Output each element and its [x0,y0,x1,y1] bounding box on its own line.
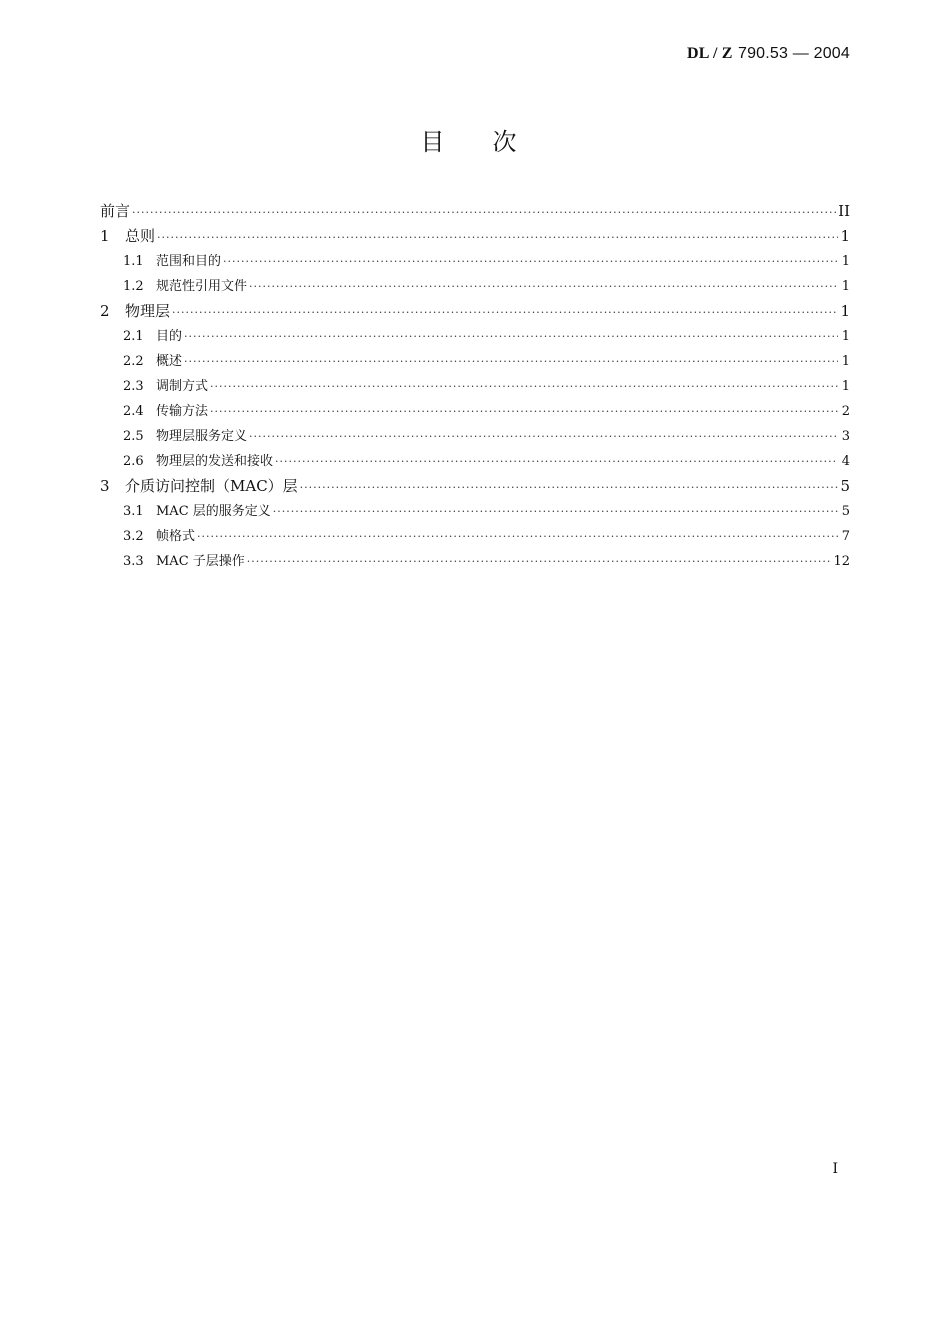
toc-leader-dots [249,280,838,293]
toc-entry-page: 1 [840,302,850,320]
toc-entry-number: 2.2 [123,354,144,369]
toc-entry-number: 1.1 [123,254,144,269]
toc-leader-dots [247,555,832,568]
toc-entry-title: 帧格式 [156,529,196,544]
document-code-number: 790.53 — 2004 [737,45,850,62]
toc-entry-number: 3.2 [123,529,144,544]
table-of-contents [100,200,850,575]
toc-entry-title: 概述 [156,354,183,369]
toc-entry-page: 2 [841,404,850,419]
toc-entry-title: MAC 层的服务定义 [156,504,271,519]
toc-leader-dots [249,430,838,443]
toc-entry-page: II [838,202,850,220]
toc-entry-number: 1.2 [123,279,144,294]
toc-entry[interactable] [100,200,850,225]
toc-entry-page: 1 [841,329,850,344]
toc-entry-number: 1 [100,227,110,245]
toc-entry[interactable] [100,475,850,500]
toc-entry-number: 2 [100,302,110,320]
toc-leader-dots [184,355,838,368]
toc-entry[interactable] [100,525,850,550]
toc-entry-page: 1 [841,354,850,369]
toc-entry-title: 目的 [156,329,183,344]
toc-entry[interactable] [100,375,850,400]
toc-entry-title: 总则 [125,227,156,245]
toc-entry[interactable] [100,550,850,575]
toc-entry[interactable] [100,500,850,525]
document-code-prefix: DL / Z [687,45,733,62]
page-title: 目次 [420,128,565,156]
toc-entry[interactable] [100,400,850,425]
toc-entry-title: 物理层服务定义 [156,429,248,444]
toc-entry-page: 1 [841,379,850,394]
toc-entry-number: 2.1 [123,329,144,344]
toc-entry-page: 1 [841,254,850,269]
toc-entry-number: 2.3 [123,379,144,394]
toc-entry[interactable] [100,225,850,250]
toc-entry-page: 5 [841,504,850,519]
toc-leader-dots [210,380,838,393]
toc-entry-page: 1 [841,279,850,294]
toc-leader-dots [300,481,838,494]
toc-entry-title: 调制方式 [156,379,209,394]
toc-entry-number: 2.6 [123,454,144,469]
toc-leader-dots [223,255,838,268]
toc-entry-title: 物理层 [125,302,171,320]
toc-entry[interactable] [100,250,850,275]
toc-entry[interactable] [100,450,850,475]
toc-entry-number: 3.1 [123,504,144,519]
toc-entry-title: 规范性引用文件 [156,279,248,294]
toc-entry-page: 4 [841,454,850,469]
toc-entry[interactable] [100,275,850,300]
toc-entry-number: 3 [100,477,110,495]
toc-entry-page: 7 [841,529,850,544]
toc-entry-page: 12 [833,554,850,569]
page-number: I [832,1161,838,1177]
toc-entry-title: 范围和目的 [156,254,222,269]
toc-leader-dots [275,455,838,468]
toc-entry[interactable] [100,350,850,375]
toc-leader-dots [132,206,836,219]
toc-entry[interactable] [100,325,850,350]
toc-leader-dots [157,231,838,244]
toc-entry-title: 介质访问控制（MAC）层 [125,477,298,495]
toc-entry-title: MAC 子层操作 [156,554,245,569]
toc-entry[interactable] [100,425,850,450]
toc-entry-page: 3 [841,429,850,444]
toc-entry-number: 2.5 [123,429,144,444]
toc-leader-dots [210,405,838,418]
toc-leader-dots [184,330,838,343]
toc-entry[interactable] [100,300,850,325]
toc-entry-title: 前言 [100,202,131,220]
toc-entry-page: 1 [840,227,850,245]
toc-entry-number: 3.3 [123,554,144,569]
document-code [687,43,850,63]
toc-leader-dots [172,306,838,319]
toc-entry-title: 物理层的发送和接收 [156,454,274,469]
toc-leader-dots [197,530,838,543]
toc-entry-number: 2.4 [123,404,144,419]
toc-leader-dots [273,505,838,518]
toc-entry-title: 传输方法 [156,404,209,419]
toc-entry-page: 5 [840,477,850,495]
